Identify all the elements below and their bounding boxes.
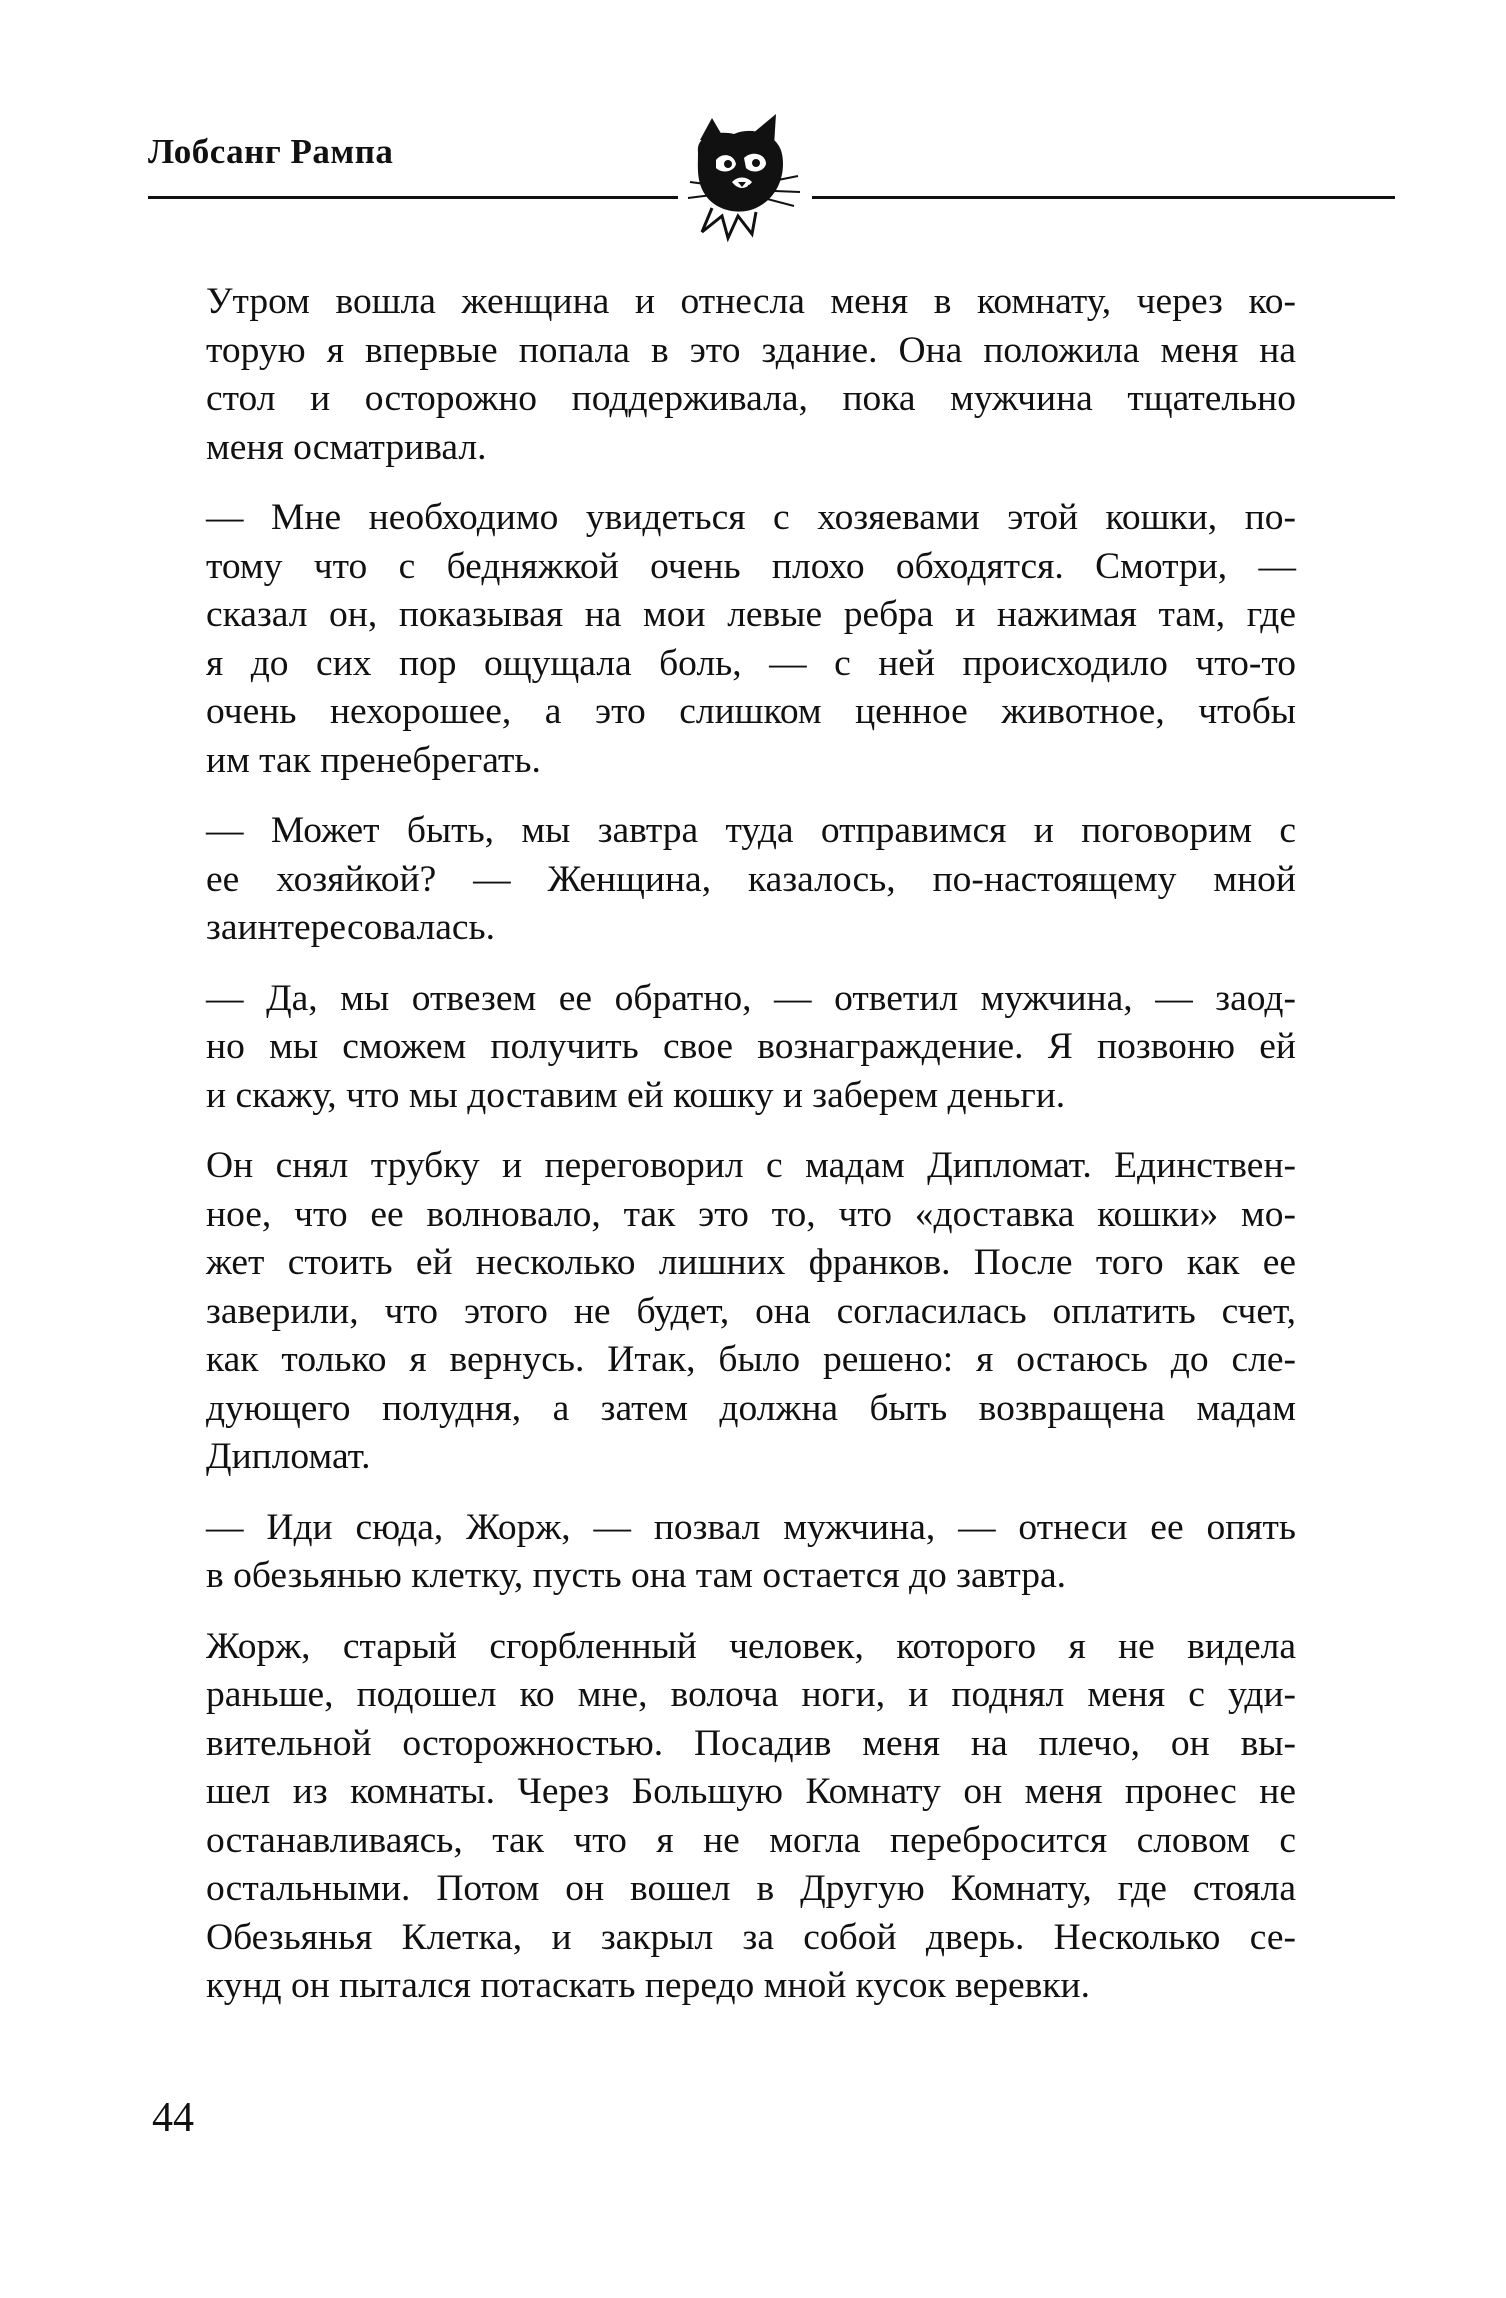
text-line: Дипломат.	[206, 1436, 371, 1477]
paragraph	[206, 1504, 1296, 1601]
paragraph	[206, 1142, 1296, 1482]
text-line: дующего полудня, а затем должна быть возвращена мадам	[206, 1387, 1296, 1429]
paragraph	[206, 278, 1296, 472]
text-line: заверили, что этого не будет, она согласилась оплатить счет,	[206, 1290, 1296, 1332]
text-line: меня осматривал.	[206, 426, 487, 468]
header-rule-left	[148, 196, 678, 199]
text-line: и скажу, что мы доставим ей кошку и заберем деньги.	[206, 1074, 1066, 1116]
text-line: кунд он пытался потаскать передо мной кусок веревки.	[206, 1965, 1090, 2006]
running-title: Лобсанг Рампа	[148, 132, 394, 171]
text-line: вительной осторожностью. Посадив меня на плечо, он вы-	[206, 1722, 1296, 1764]
text-line: но мы сможем получить свое вознаграждение. Я позвоню ей	[206, 1026, 1296, 1067]
text-line: стол и осторожно поддерживала, пока мужчина тщательно	[206, 378, 1296, 419]
text-line: — Может быть, мы завтра туда отправимся и поговорим с	[206, 810, 1296, 851]
text-line: остальными. Потом он вошел в Другую Комнату, где стояла	[206, 1868, 1296, 1909]
header-rule-right	[812, 196, 1395, 199]
cat-head-icon	[682, 112, 814, 242]
text-line: как только я вернусь. Итак, было решено: я остаюсь до сле-	[206, 1339, 1296, 1380]
text-line: в обезьянью клетку, пусть она там остается до завтра.	[206, 1555, 1067, 1596]
page-number: 44	[152, 2095, 194, 2141]
paragraph	[206, 1623, 1296, 2011]
text-line: я до сих пор ощущала боль, — с ней происходило что-то	[206, 642, 1296, 684]
text-line: Утром вошла женщина и отнесла меня в комнату, через ко-	[206, 281, 1296, 322]
text-line: им так пренебрегать.	[206, 739, 541, 781]
paragraph	[206, 807, 1296, 953]
text-line: останавливаясь, так что я не могла перебросится словом с	[206, 1819, 1296, 1861]
text-line: торую я впервые попала в это здание. Она положила меня на	[206, 329, 1296, 371]
paragraph	[206, 494, 1296, 785]
text-line: ное, что ее волновало, так это то, что «доставка кошки» мо-	[206, 1193, 1296, 1235]
text-line: Он снял трубку и переговорил с мадам Дипломат. Единствен-	[206, 1145, 1296, 1186]
text-line: — Иди сюда, Жорж, — позвал мужчина, — отнеси ее опять	[206, 1506, 1296, 1548]
paragraph	[206, 975, 1296, 1121]
text-line: ее хозяйкой? — Женщина, казалось, по-настоящему мной	[206, 858, 1296, 900]
text-line: тому что с бедняжкой очень плохо обходятся. Смотри, —	[206, 545, 1296, 587]
text-line: — Мне необходимо увидеться с хозяевами этой кошки, по-	[206, 497, 1296, 538]
text-line: раньше, подошел ко мне, волоча ноги, и поднял меня с уди-	[206, 1674, 1296, 1715]
text-line: очень нехорошее, а это слишком ценное животное, чтобы	[206, 691, 1296, 732]
text-line: заинтересовалась.	[206, 907, 496, 948]
body-text	[206, 278, 1296, 2033]
text-line: Обезьянья Клетка, и закрыл за собой дверь. Несколько се-	[206, 1916, 1296, 1958]
text-line: Жорж, старый сгорбленный человек, которого я не видела	[206, 1625, 1296, 1667]
text-line: жет стоить ей несколько лишних франков. После того как ее	[206, 1242, 1296, 1283]
text-line: сказал он, показывая на мои левые ребра и нажимая там, где	[206, 594, 1296, 635]
text-line: шел из комнаты. Через Большую Комнату он меня пронес не	[206, 1771, 1296, 1812]
text-line: — Да, мы отвезем ее обратно, — ответил мужчина, — заод-	[206, 977, 1296, 1019]
